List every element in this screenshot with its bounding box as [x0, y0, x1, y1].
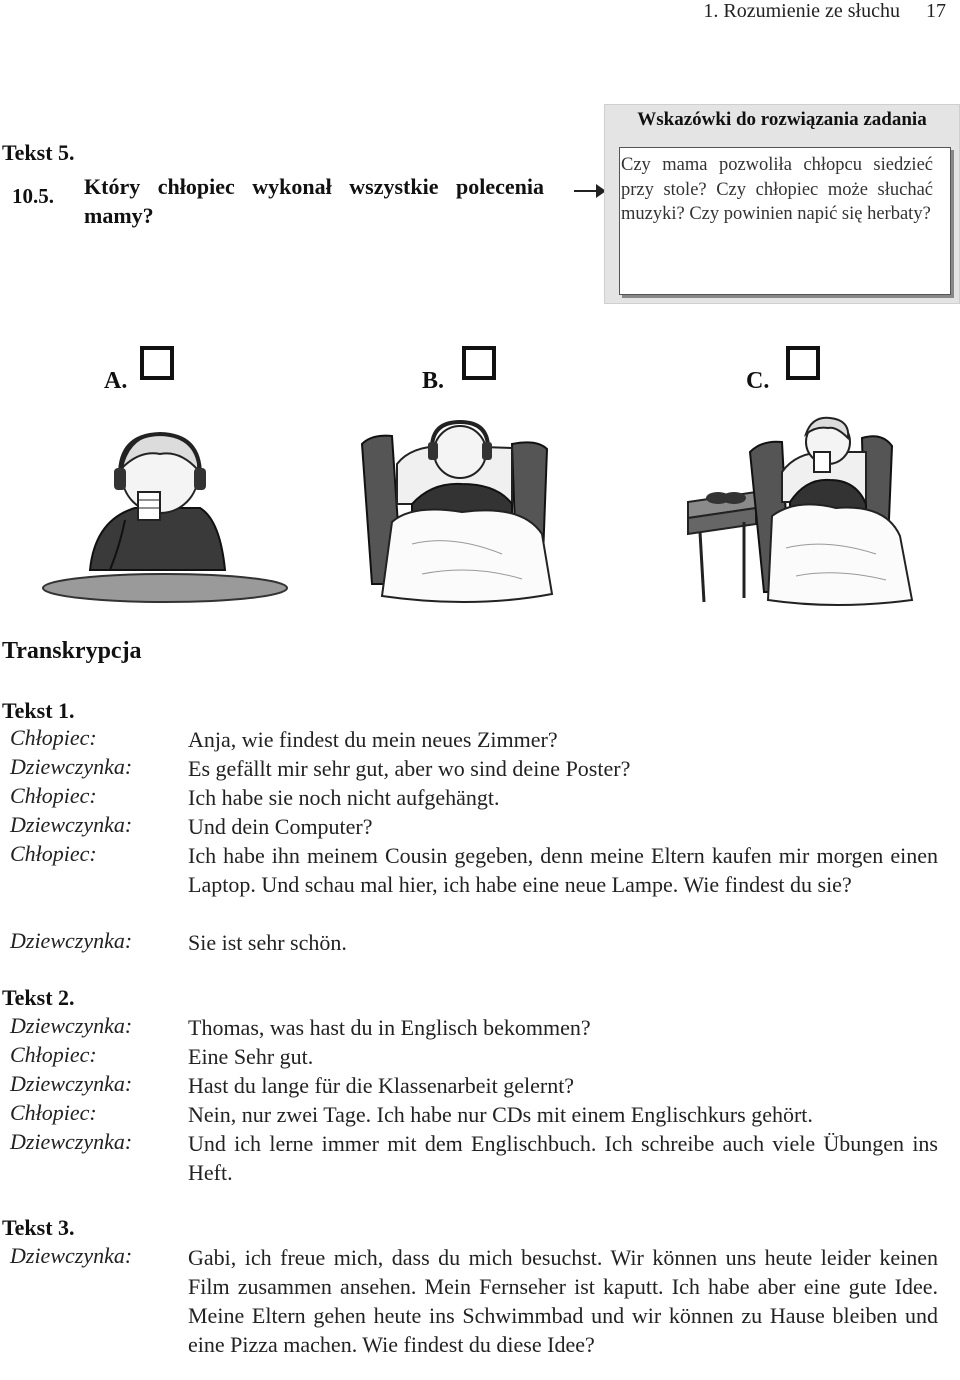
- dialogue-line: Ich habe ihn meinem Cousin gegeben, denn meine Eltern kaufen mir morgen einen Laptop. Und schau mal hier, ich habe eine neue Lampe. Wie findest du sie?: [188, 843, 938, 897]
- speaker: Dziewczynka:: [10, 754, 133, 779]
- dialogue-line: Gabi, ich freue mich, dass du mich besuchst. Wir können uns heute leider keinen Film zusammen ansehen. Mein Fernseher ist kaputt. Ich habe aber eine gute Idee. Meine Eltern gehen heute ins Schwimmbad und wir können zu Hause bleiben und eine Pizza machen. Wie findest du diese Idee?: [188, 1245, 938, 1357]
- dialogue-line: Anja, wie findest du mein neues Zimmer?: [188, 727, 558, 752]
- page-header: [703, 0, 946, 23]
- speaker: Chłopiec:: [10, 725, 97, 750]
- dialogue-line: Nein, nur zwei Tage. Ich habe nur CDs mit einem Englischkurs gehört.: [188, 1102, 813, 1127]
- speaker: Chłopiec:: [10, 1042, 97, 1067]
- speaker: Dziewczynka:: [10, 1013, 133, 1038]
- speaker: Dziewczynka:: [10, 1243, 133, 1268]
- dialogue-line: Es gefällt mir sehr gut, aber wo sind deine Poster?: [188, 756, 631, 781]
- dialogue-line: Ich habe sie noch nicht aufgehängt.: [188, 785, 500, 810]
- hint-box: [604, 104, 960, 304]
- chapter-title: 1. Rozumienie ze słuchu: [703, 0, 900, 22]
- transcript-tekst-1-label: Tekst 1.: [2, 698, 75, 723]
- option-c-checkbox[interactable]: [786, 346, 820, 380]
- speaker: Dziewczynka:: [10, 1071, 133, 1096]
- option-b-checkbox[interactable]: [462, 346, 496, 380]
- speaker: Chłopiec:: [10, 783, 97, 808]
- dialogue-line: Und ich lerne immer mit dem Englischbuch. Ich schreibe auch viele Übungen ins Heft.: [188, 1131, 938, 1185]
- dialogue-line: Eine Sehr gut.: [188, 1044, 314, 1069]
- dialogue-line: Thomas, was hast du in Englisch bekommen?: [188, 1015, 591, 1040]
- dialogue-line: Hast du lange für die Klassenarbeit gelernt?: [188, 1073, 575, 1098]
- picture-a-boy-at-table: [40, 420, 290, 610]
- picture-b-boy-in-bed: [352, 404, 572, 610]
- speaker: Chłopiec:: [10, 1100, 97, 1125]
- task-number: 10.5.: [12, 184, 54, 208]
- dialogue-line: Und dein Computer?: [188, 814, 373, 839]
- speaker: Dziewczynka:: [10, 928, 133, 953]
- picture-c-boy-in-bed-with-cup: [686, 412, 922, 608]
- option-a-checkbox[interactable]: [140, 346, 174, 380]
- transcript-tekst-2-label: Tekst 2.: [2, 985, 75, 1010]
- speaker: Chłopiec:: [10, 841, 97, 866]
- hint-text: Czy mama pozwoliła chłopcu siedzieć przy stole? Czy chłopiec może słuchać muzyki? Czy powinien napić się herbaty?: [621, 155, 933, 224]
- speaker: Dziewczynka:: [10, 812, 133, 837]
- task-question: Który chłopiec wykonał wszystkie polecenia mamy?: [84, 174, 544, 228]
- page-number: 17: [926, 0, 946, 22]
- option-c-label: C.: [746, 368, 770, 394]
- speaker: Dziewczynka:: [10, 1129, 133, 1154]
- option-b-label: B.: [422, 368, 445, 394]
- transcript-title: Transkrypcja: [2, 638, 142, 664]
- dialogue-line: Sie ist sehr schön.: [188, 930, 347, 955]
- task-tekst-label: Tekst 5.: [2, 140, 75, 165]
- hint-title: Wskazówki do rozwiązania zadania: [637, 109, 927, 130]
- option-a-label: A.: [104, 368, 128, 394]
- arrow-right-icon: [572, 180, 608, 202]
- transcript-tekst-3-label: Tekst 3.: [2, 1215, 75, 1240]
